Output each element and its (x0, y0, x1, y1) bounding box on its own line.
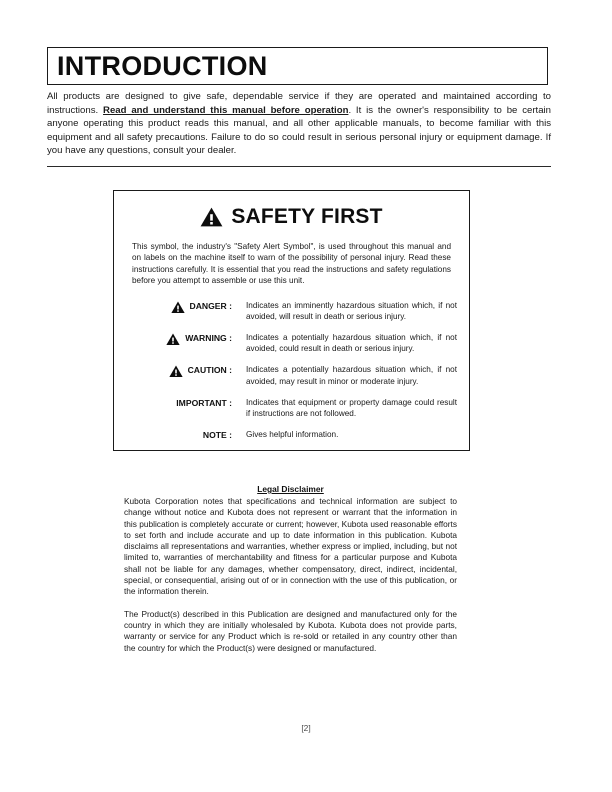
definition-row-important (128, 397, 457, 419)
definition-label: NOTE : (202, 430, 232, 441)
horizontal-divider (47, 166, 551, 167)
intro-text-before: All products are designed to give safe, dependable service if they are operated and maintained according to instructions. (47, 91, 551, 116)
definition-description: Indicates a potentially hazardous situation which, if not avoided, could result in death or serious injury. (246, 333, 457, 354)
definition-label: CAUTION : (187, 365, 232, 376)
definition-label-cell (128, 332, 232, 346)
safety-alert-triangle-icon (169, 365, 183, 378)
definition-label: DANGER : (189, 300, 232, 311)
definition-row-caution (128, 364, 457, 386)
definition-label: WARNING : (185, 333, 232, 344)
safety-alert-triangle-icon (200, 207, 223, 227)
legal-disclaimer-paragraph: The Product(s) described in this Publication are designed and manufactured only for the country in which they are initially wholesaled by Kubota. Kubota does not provide parts, warranty or service for any Product which is re-sold or retailed in any country other than the country for which the Product(s) were designed or manufactured. (124, 608, 457, 653)
legal-disclaimer-heading: Legal Disclaimer (257, 484, 324, 494)
legal-disclaimer-paragraph: Kubota Corporation notes that specifications and technical information are subject to change without notice and Kubota does not represent or warrant that the information in this publication is completely accurate or current; however, Kubota used reasonable efforts to set forth and include accurate and up to date information in this publication. Kubota disclaims all representations and warranties, whether express or implied, including, but not limited to, warranties of merchantability and fitness for a particular purpose and Kubota shall not be liable for any damages, whether compensatory, direct, indirect, incidental, special, or consequential, arising out of or in connection with the use of this publication, or the information therein. (124, 496, 457, 597)
definition-row-warning (128, 332, 457, 354)
intro-emphasis-text: Read and understand this manual before operation (103, 104, 349, 116)
definition-row-danger (128, 300, 457, 322)
definition-description: Gives helpful information. (246, 430, 339, 440)
introduction-paragraph (47, 90, 551, 158)
definition-label: IMPORTANT : (176, 397, 232, 408)
safety-alert-triangle-icon (171, 301, 185, 314)
legal-disclaimer-section (124, 484, 457, 665)
safety-definitions-list (114, 300, 469, 442)
page-number: [2] (301, 723, 311, 733)
safety-alert-triangle-icon (166, 333, 180, 346)
definition-description: Indicates a potentially hazardous situation which, if not avoided, may result in minor or moderate injury. (246, 365, 457, 386)
definition-description: Indicates an imminently hazardous situation which, if not avoided, will result in death or serious injury. (246, 300, 457, 321)
safety-first-title: SAFETY FIRST (231, 205, 383, 228)
definition-label-cell (128, 429, 232, 441)
safety-symbol-description: This symbol, the industry's "Safety Alert Symbol", is used throughout this manual and on labels on the machine itself to warn of the possibility of personal injury. Read these instructions carefully. It is essential that you read the instructions and safety regulations before you attempt to assemble or use this unit. (132, 242, 451, 286)
definition-label-cell (128, 397, 232, 409)
page-title-box (47, 47, 548, 85)
safety-first-box (113, 190, 470, 451)
definition-label-cell (128, 364, 232, 378)
page-title: INTRODUCTION (57, 50, 268, 81)
definition-row-note (128, 429, 457, 441)
safety-first-heading (114, 205, 469, 229)
definition-description: Indicates that equipment or property damage could result if instructions are not followed. (246, 397, 457, 419)
definition-label-cell (128, 300, 232, 314)
intro-text-after: . It is the owner's responsibility to be certain anyone operating this product reads this manual, and all other applicable manuals, to become familiar with this equipment and all safety precautions. Failure to do so could result in serious personal injury or equipment damage. If you have any questions, consult your dealer. (47, 104, 552, 157)
